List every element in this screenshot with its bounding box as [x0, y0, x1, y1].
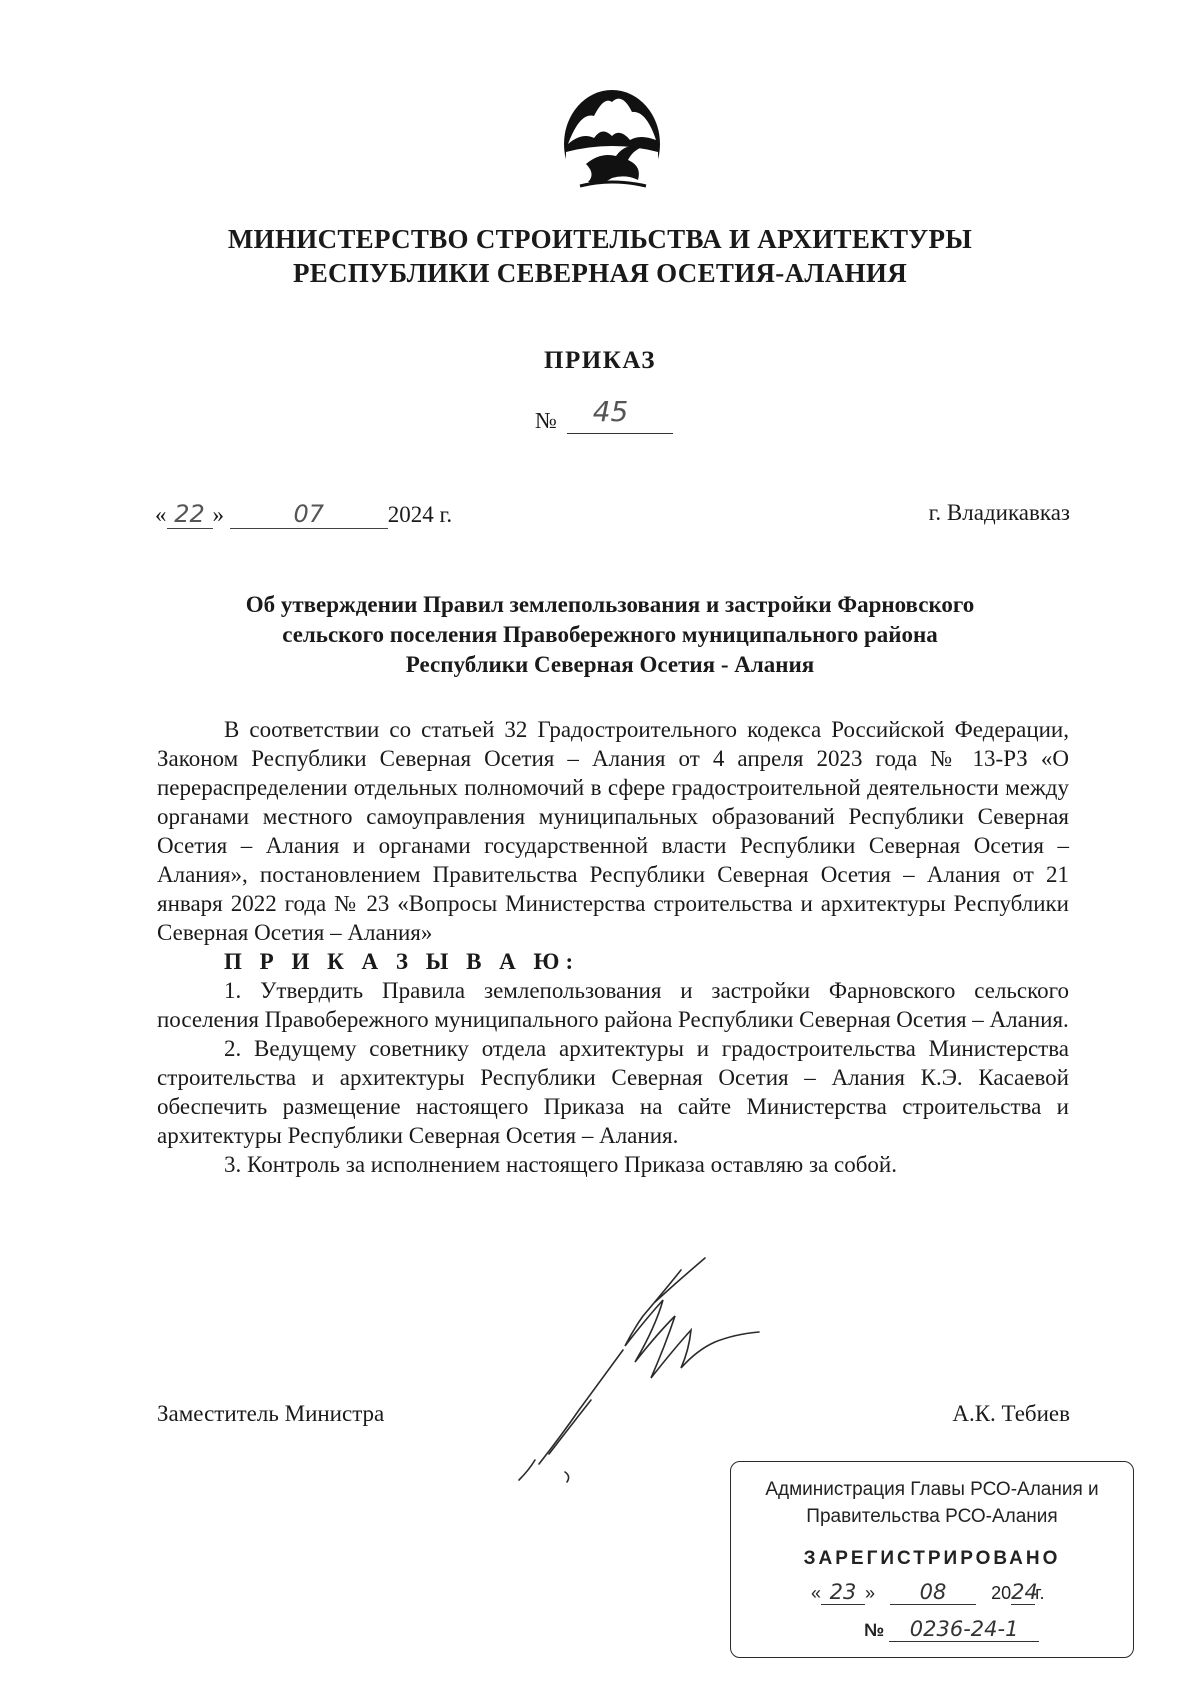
- document-title: ПРИКАЗ: [544, 347, 656, 374]
- registration-stamp: [730, 1461, 1134, 1658]
- stamp-date-row: [811, 1580, 1044, 1605]
- order-item-2: 2. Ведущему советнику отдела архитектуры и градостроительства Министерства строительства и архитектуры Республики Северная Осетия – Алания К.Э. Касаевой обеспечить размещение настоящего Приказа на сайте Министерства строительства и архитектуры Республики Северная Осетия – Алания.: [157, 1036, 1069, 1148]
- order-body: [157, 715, 1069, 1179]
- number-label: №: [535, 408, 557, 433]
- signer-position: Заместитель Министра: [157, 1401, 385, 1426]
- order-number-row: [535, 395, 673, 434]
- coat-of-arms-emblem: [560, 82, 664, 200]
- stamp-line2: Правительства РСО-Алания: [806, 1506, 1058, 1527]
- signer-name: А.К. Тебиев: [952, 1401, 1070, 1426]
- date-month-handwritten: 07: [230, 500, 388, 529]
- stamp-date-year-handwritten: 24: [1011, 1580, 1038, 1604]
- stamp-number-label: №: [864, 1620, 885, 1640]
- stamp-date-year-prefix: 20: [991, 1583, 1012, 1603]
- order-item-1: 1. Утвердить Правила землепользования и застройки Фарновского сельского поселения Правобережного муниципального района Республики Северная Осетия – Алания.: [157, 978, 1069, 1032]
- order-item-3: 3. Контроль за исполнением настоящего Приказа оставляю за собой.: [224, 1152, 897, 1177]
- subject-line2: сельского поселения Правобережного муниципального района: [282, 622, 938, 647]
- order-subject: [150, 590, 1070, 680]
- stamp-line1: Администрация Главы РСО-Алания и: [765, 1479, 1099, 1500]
- ministry-name-line1: МИНИСТЕРСТВО СТРОИТЕЛЬСТВА И АРХИТЕКТУРЫ: [227, 224, 973, 254]
- order-date: [155, 500, 452, 529]
- date-close-quote: »: [212, 502, 224, 527]
- date-open-quote: «: [155, 502, 167, 527]
- stamp-date-day-handwritten: 23: [821, 1580, 865, 1605]
- order-number-handwritten: 45: [592, 395, 629, 428]
- date-day-handwritten: 22: [167, 500, 213, 529]
- city: г. Владикавказ: [928, 500, 1070, 525]
- decree-heading: П Р И К А З Ы В А Ю:: [224, 949, 580, 974]
- date-year: 2024 г.: [387, 502, 453, 527]
- handwritten-signature: [505, 1250, 825, 1490]
- stamp-number-handwritten: 0236-24-1: [889, 1617, 1039, 1642]
- subject-line3: Республики Северная Осетия - Алания: [405, 652, 815, 677]
- stamp-date-month-handwritten: 08: [890, 1580, 976, 1605]
- preamble-paragraph: В соответствии со статьей 32 Градостроительного кодекса Российской Федерации, Законом Республики Северная Осетия – Алания от 4 апреля 2023 года № 13-РЗ «О перераспределении отдельных полномочий в сфере градостроительной деятельности между органами местного самоуправления муниципальных образований Республики Северная Осетия – Алания и органами государственной власти Республики Северная Осетия – Алания», постановлением Правительства Республики Северная Осетия – Алания от 21 января 2022 года № 23 «Вопросы Министерства строительства и архитектуры Республики Северная Осетия – Алания»: [157, 717, 1069, 945]
- ministry-name-line2: РЕСПУБЛИКИ СЕВЕРНАЯ ОСЕТИЯ-АЛАНИЯ: [292, 258, 908, 288]
- order-number-field: [567, 395, 673, 434]
- stamp-date-open-quote: «: [811, 1583, 822, 1603]
- subject-line1: Об утверждении Правил землепользования и застройки Фарновского: [245, 592, 975, 617]
- stamp-registered-label: ЗАРЕГИСТРИРОВАНО: [803, 1548, 1061, 1569]
- stamp-number-row: [864, 1617, 1039, 1642]
- stamp-date-year-suffix: г.: [1035, 1583, 1045, 1603]
- stamp-date-close-quote: »: [865, 1583, 876, 1603]
